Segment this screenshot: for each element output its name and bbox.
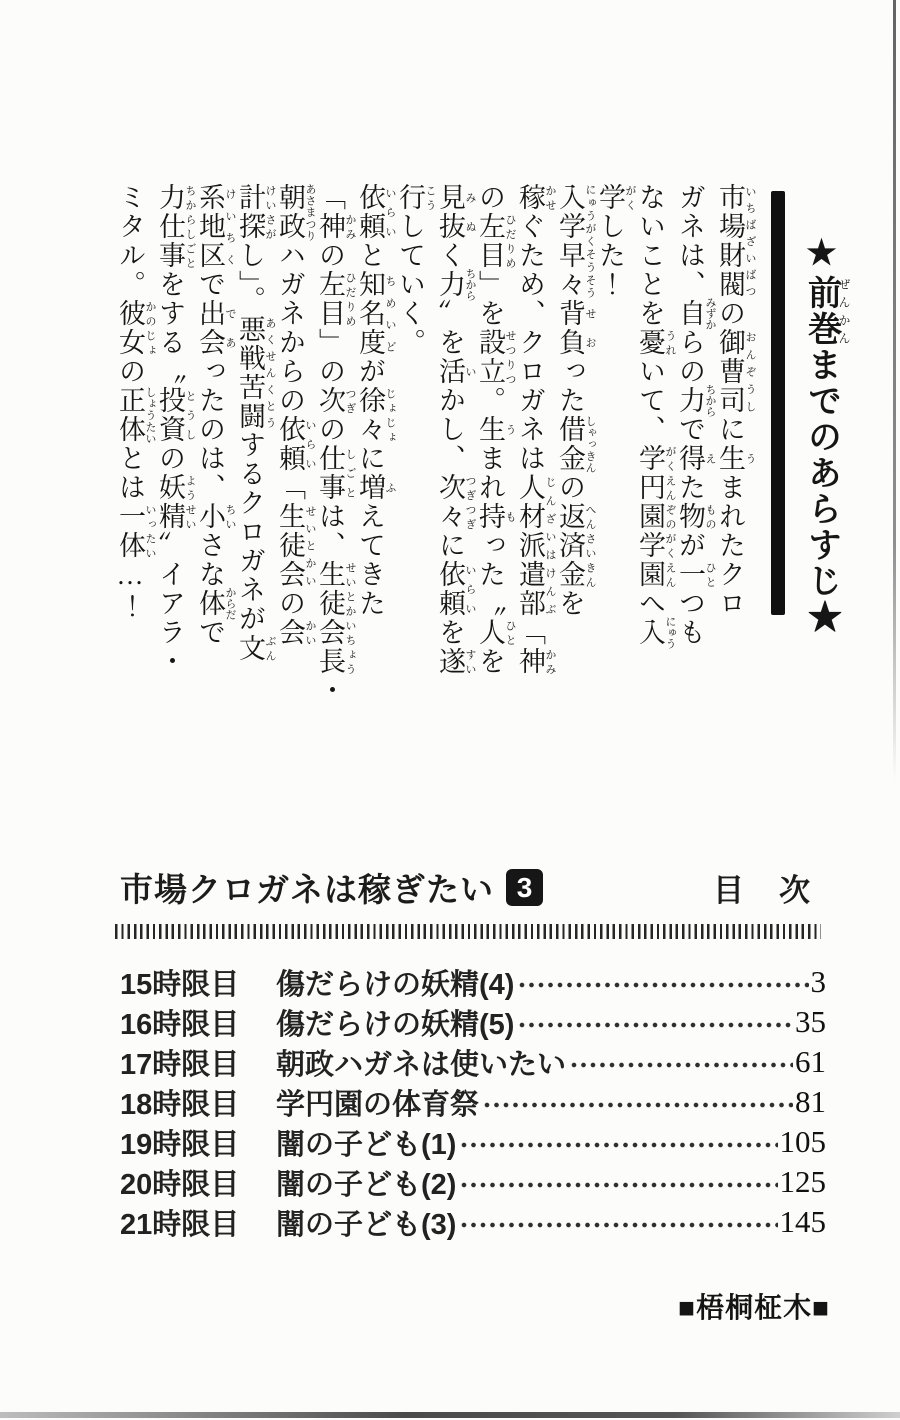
page-edge-bottom — [0, 1412, 900, 1418]
chapter-title: 傷だらけの妖精(4) — [276, 968, 515, 1001]
toc-row — [120, 1122, 826, 1162]
synopsis-column: 行 こうしていく。 — [395, 183, 436, 357]
synopsis-section — [116, 183, 850, 705]
page-number: 145 — [779, 1204, 826, 1239]
synopsis-column: 見抜 みぬく力 ちから〟を活 いかし、次々 つぎつぎに依頼 いらいを遂 すい — [435, 183, 476, 676]
synopsis-column: 系地区 けいちくで出会 であったのは、小 ちいさな体 からだで — [195, 183, 236, 647]
chapter-title: 学円園の体育祭 — [276, 1088, 480, 1121]
synopsis-column: ないことを憂 うれいて、学円園学園 がくえんぞのがくえんへ入 にゅう — [635, 183, 676, 649]
synopsis-body — [116, 183, 756, 705]
dot-leader — [518, 980, 808, 990]
synopsis-column: 朝政 あさまつりハガネからの依頼 いらい「生徒会 せいとかいの会 かい — [275, 183, 316, 647]
dot-leader — [460, 1140, 777, 1150]
page-number: 61 — [795, 1044, 826, 1079]
chapter-period: 16時限目 — [120, 1008, 240, 1041]
chapter-period: 18時限目 — [120, 1088, 240, 1121]
chapter-title: 闇の子ども(2) — [276, 1168, 457, 1201]
dot-leader — [518, 1020, 793, 1030]
synopsis-column: ミタル。彼女 かのじょの正体 しょうたいとは一体 いったい…！ — [115, 183, 156, 621]
series-title: 市場クロガネは稼ぎたい — [120, 871, 494, 908]
synopsis-column: 「神 かみの左目 ひだりめ」の次 つぎの仕事 しごとは、生徒会長 せいとかいちょう・ — [315, 183, 356, 705]
synopsis-divider-bar — [771, 191, 785, 615]
page-number: 81 — [795, 1084, 826, 1119]
synopsis-column: 依頼 いらいと知名度 ちめいどが徐々 じょじょに増 ふえてきた — [355, 183, 396, 618]
dot-leader — [460, 1180, 777, 1190]
toc-row — [120, 1082, 826, 1122]
synopsis-column: 力仕事 ちからしごとをする〝投資 とうしの妖精 ようせい〟イアラ・ — [155, 183, 196, 676]
page-number: 35 — [795, 1004, 826, 1039]
chapter-title: 傷だらけの妖精(5) — [276, 1008, 515, 1041]
dot-leader — [460, 1220, 777, 1230]
chapter-period: 15時限目 — [120, 968, 240, 1001]
toc-divider-stripes — [115, 924, 821, 939]
synopsis-column: 入学早々 にゅうがくそうそう背負 せおった借金 しゃっきんの返済金 へんさいきんを — [555, 183, 596, 618]
chapter-period: 19時限目 — [120, 1128, 240, 1161]
toc-row — [120, 1042, 826, 1082]
toc-row — [120, 1162, 826, 1202]
synopsis-column: 学 がくした！ — [595, 183, 636, 299]
volume-badge: 3 — [506, 869, 543, 906]
synopsis-column: 市場財閥 いちばざいばつの御曹司 おんぞうしに生 うまれたクロ — [715, 183, 756, 618]
dot-leader — [570, 1060, 793, 1070]
toc-list — [120, 962, 826, 1242]
synopsis-heading-text: ★前巻ぜんかんまでのあらすじ★ — [802, 233, 851, 635]
chapter-title: 闇の子ども(3) — [276, 1208, 457, 1241]
toc-row — [120, 1202, 826, 1242]
chapter-period: 17時限目 — [120, 1048, 240, 1081]
synopsis-column: の左目 ひだりめ」を設立 せつりつ。生 うまれ持 もった〝人 ひとを — [475, 183, 516, 676]
page-number: 105 — [779, 1124, 826, 1159]
author-credit: ■梧桐柾木■ — [678, 1292, 830, 1323]
dot-leader — [483, 1100, 793, 1110]
page-number: 3 — [810, 964, 826, 999]
chapter-title: 闇の子ども(1) — [276, 1128, 457, 1161]
toc-row — [120, 962, 826, 1002]
chapter-period: 21時限目 — [120, 1208, 240, 1241]
chapter-period: 20時限目 — [120, 1168, 240, 1201]
synopsis-column: ガネは、自 みずからの力 ちからで得 えた物 ものが一 ひとつも — [675, 183, 716, 647]
synopsis-column: 計 けい探 さがし」。悪戦苦闘 あくせんくとうするクロガネが文 ぶん — [235, 183, 276, 663]
toc-heading: 目 次 — [713, 873, 812, 908]
page-edge-right — [893, 0, 896, 780]
chapter-title: 朝政ハガネは使いたい — [276, 1048, 567, 1081]
toc-row — [120, 1002, 826, 1042]
page-number: 125 — [779, 1164, 826, 1199]
toc-header — [120, 864, 812, 911]
synopsis-column: 稼 かせぐため、クロガネは人材派遣部 じんざいはけんぶ「神 かみ — [515, 183, 556, 676]
